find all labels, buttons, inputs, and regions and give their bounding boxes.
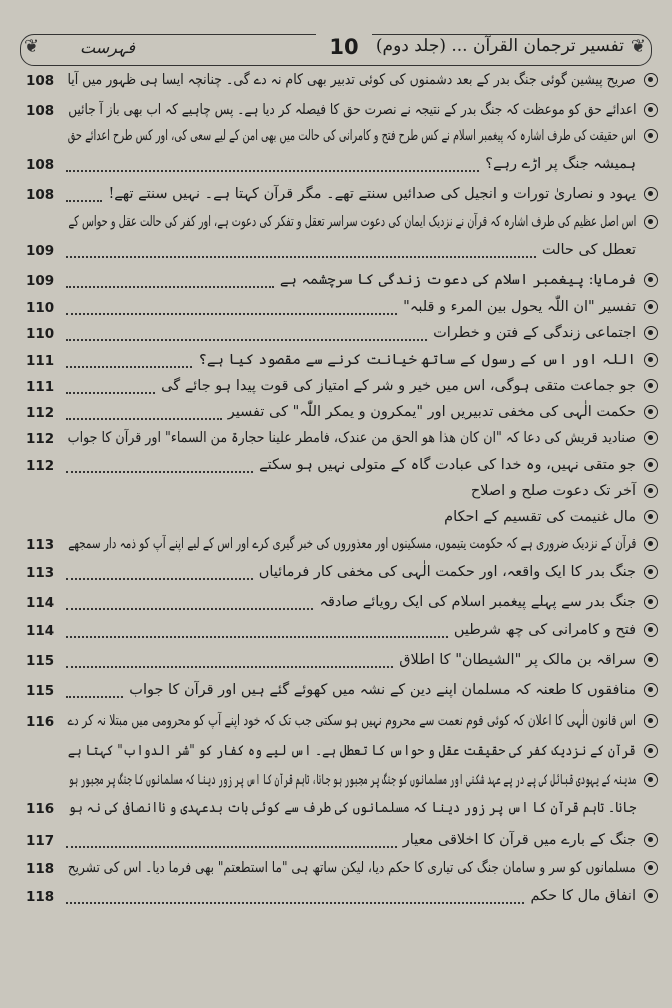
toc-page-number: 108	[26, 157, 55, 173]
toc-entry-title: منافقوں کا طعنہ کہ مسلمان اپنے دین کے نشہ میں کھوئے گئے ہیں اور قرآن کا جواب	[129, 682, 636, 698]
toc-entry[interactable]	[18, 507, 658, 533]
bullet-icon	[644, 187, 658, 201]
bullet-icon	[644, 458, 658, 472]
toc-entry[interactable]	[18, 402, 658, 428]
toc-entry-title: صریح پیشین گوئی جنگ بدر کے بعد دشمنوں کی کوئی تدبیر بھی کام نہ دے گی۔ چنانچہ ایسا ہی ظہور میں آیا	[67, 72, 636, 88]
toc-entry-title: اجتماعی زندگی کے فتن و خطرات	[433, 325, 636, 341]
toc-page-number: 111	[26, 379, 55, 395]
toc-entry[interactable]	[18, 770, 658, 817]
bullet-icon	[644, 273, 658, 287]
toc-entry-title: یہود و نصاریٰ تورات و انجیل کی صدائیں سنتے تھے۔ مگر قرآن کہتا ہے۔ نہیں سنتے تھے!	[108, 186, 636, 202]
dot-leader	[66, 392, 155, 394]
bullet-icon	[644, 405, 658, 419]
ornament-icon: ❦	[24, 36, 40, 57]
toc-entry-title: انفاق مال کا حکم	[530, 888, 636, 904]
toc-entry-title: مال غنیمت کی تقسیم کے احکام	[444, 509, 636, 525]
toc-entry[interactable]	[18, 620, 658, 646]
toc-entry[interactable]	[18, 534, 658, 560]
section-title: فہرست	[80, 38, 135, 57]
toc-page-number: 108	[26, 187, 55, 203]
toc-entry[interactable]	[18, 350, 658, 376]
bullet-icon	[644, 773, 658, 787]
toc-entry-title: مدینہ کے یہودی قبائل کی پے در پے عہد شکنی اور مسلمانوں کو جنگ پر مجبور ہو جانا، تاہم قرآن کا اس پر زور دینا کہ مسلمانوں کا جنگ پر مجبور ہو	[68, 772, 636, 788]
bullet-icon	[644, 833, 658, 847]
toc-entry-title: فرمایا: پیغمبر اسلام کی دعوت زندگی کا سرچشمہ ہے	[279, 272, 636, 288]
toc-entry-title: صنادید قریش کی دعا کہ "ان کان ھذا ھو الحق من عندک، فامطر علینا حجارۃ من السماء" اور قرآن کا جواب	[67, 430, 636, 446]
toc-page-number: 112	[26, 431, 55, 447]
dot-leader	[66, 666, 393, 668]
toc-entry-title: اللہ اور اس کے رسول کے ساتھ خیانت کرنے سے مقصود کیا ہے؟	[198, 352, 636, 368]
toc-page-number: 112	[26, 405, 55, 421]
bullet-icon	[644, 73, 658, 87]
dot-leader	[66, 313, 397, 315]
page-number: 10	[316, 30, 372, 64]
bullet-icon	[644, 431, 658, 445]
toc-page-number: 110	[26, 300, 55, 316]
toc-entry-title: جو جماعت متقی ہوگی، اس میں خیر و شر کے امتیاز کی قوت پیدا ہو جائے گی	[161, 378, 636, 394]
toc-entry-title: جو متقی نہیں، وہ خدا کی عبادت گاہ کے متولی نہیں ہو سکتے	[259, 457, 636, 473]
toc-page-number: 118	[26, 889, 55, 905]
bullet-icon	[644, 683, 658, 697]
bullet-icon	[644, 215, 658, 229]
bullet-icon	[644, 565, 658, 579]
bullet-icon	[644, 595, 658, 609]
toc-entry[interactable]	[18, 184, 658, 210]
dot-leader	[66, 418, 222, 420]
bullet-icon	[644, 744, 658, 758]
toc-entry[interactable]	[18, 711, 658, 737]
toc-entry[interactable]	[18, 741, 658, 767]
toc-entry-title: تفسیر "ان اللّٰہ یحول بین المرء و قلبہ"	[403, 299, 636, 315]
toc-page-number: 113	[26, 537, 55, 553]
toc-entry-title: فتح و کامرانی کی چھ شرطیں	[453, 622, 636, 638]
bullet-icon	[644, 653, 658, 667]
bullet-icon	[644, 103, 658, 117]
toc-entry-title: مسلمانوں کو سر و سامان جنگ کی تیاری کا حکم دیا، لیکن ساتھ ہی "ما استطعتم" بھی فرما دیا۔ اس کی تشریح	[68, 860, 636, 876]
bullet-icon	[644, 889, 658, 903]
toc-entry-title: قرآن کے نزدیک ضروری ہے کہ حکومت یتیموں، مسکینوں اور معذوروں کی خبر گیری کرے اور اس کے لیے اپنے آپ کو ذمہ دار سمجھے	[67, 536, 636, 552]
toc-page-number: 116	[26, 714, 55, 730]
dot-leader	[66, 170, 479, 172]
dot-leader	[66, 256, 536, 258]
toc-page-number: 114	[26, 623, 55, 639]
dot-leader	[66, 200, 102, 202]
toc-page-number: 116	[26, 801, 55, 817]
toc-entry[interactable]	[18, 562, 658, 588]
bullet-icon	[644, 623, 658, 637]
toc-entry-title: سراقہ بن مالک پر "الشیطان" کا اطلاق	[399, 652, 636, 668]
bullet-icon	[644, 353, 658, 367]
toc-entry-title: جنگ بدر کا ایک واقعہ، اور حکمت الٰہی کی مخفی کار فرمائیاں	[258, 564, 636, 580]
dot-leader	[66, 578, 253, 580]
toc-page-number: 117	[26, 833, 55, 849]
toc-entry[interactable]	[18, 376, 658, 402]
toc-page-number: 109	[26, 273, 55, 289]
toc-page-number: 113	[26, 565, 55, 581]
toc-page-number: 108	[26, 73, 55, 89]
toc-page-number: 110	[26, 326, 55, 342]
bullet-icon	[644, 537, 658, 551]
toc-entry[interactable]	[18, 858, 658, 884]
toc-entry[interactable]	[18, 592, 658, 618]
dot-leader	[66, 471, 253, 473]
dot-leader	[66, 366, 192, 368]
toc-page-number: 114	[26, 595, 55, 611]
toc-entry[interactable]	[18, 886, 658, 912]
book-title: تفسیر ترجمان القرآن ... (جلد دوم)	[375, 36, 624, 56]
toc-entry[interactable]	[18, 212, 658, 259]
dot-leader	[66, 902, 524, 904]
toc-page-number: 118	[26, 861, 55, 877]
toc-page-number: 112	[26, 458, 55, 474]
toc-entry-title: اس قانون الٰہی کا اعلان کہ کوئی قوم نعمت سے محروم نہیں ہو سکتی جب تک کہ خود اپنے آپ کو محرومی میں مبتلا نہ کر دے	[67, 713, 636, 729]
toc-entry[interactable]	[18, 481, 658, 507]
toc-entry[interactable]	[18, 126, 658, 173]
bullet-icon	[644, 379, 658, 393]
bullet-icon	[644, 326, 658, 340]
toc-entry-title: جنگ بدر سے پہلے پیغمبر اسلام کی ایک رویائے صادقہ	[319, 594, 636, 610]
toc-page-number: 109	[26, 243, 55, 259]
toc-entry[interactable]	[18, 428, 658, 454]
toc-entry[interactable]	[18, 297, 658, 323]
toc-entry-title: اس اصل عظیم کی طرف اشارہ کہ قرآن نے نزدیک ایمان کی دعوت سراسر تعقل و تفکر کی دعوت ہے، اور کفر کی حالت عقل و حواس کے	[68, 214, 636, 230]
toc-entry-title: جنگ کے بارے میں قرآن کا اخلاقی معیار	[402, 832, 636, 848]
dot-leader	[66, 696, 123, 698]
bullet-icon	[644, 861, 658, 875]
toc-page-number: 115	[26, 683, 55, 699]
dot-leader	[66, 846, 397, 848]
toc-entry[interactable]	[18, 455, 658, 481]
dot-leader	[66, 636, 448, 638]
dot-leader	[66, 286, 274, 288]
toc-entry[interactable]	[18, 70, 658, 96]
toc-page-number: 111	[26, 353, 55, 369]
toc-entry-continuation: جانا۔ تاہم قرآن کا اس پر زور دینا کہ مسلمانوں کی طرف سے کوئی بات بدعہدی و ناانصافی کی نہ ہو	[68, 800, 636, 816]
toc-page-number: 108	[26, 103, 55, 119]
dot-leader	[66, 608, 313, 610]
bullet-icon	[644, 129, 658, 143]
toc-entry-title: قرآن کے نزدیک کفر کی حقیقت عقل و حواس کا تعطل ہے۔ اس لیے وہ کفار کو "شر الدواب" کہتا ہے	[68, 743, 636, 759]
toc-entry-title: اس حقیقت کی طرف اشارہ کہ پیغمبر اسلام نے کس طرح فتح و کامرانی کی حالت میں بھی امن کے لیے سعی کی، اور کس طرح اعدائے حق	[67, 128, 636, 144]
dot-leader	[66, 339, 427, 341]
toc-entry-continuation: تعطل کی حالت	[541, 242, 636, 258]
bullet-icon	[644, 714, 658, 728]
toc-entry-title: حکمت الٰہی کی مخفی تدبیریں اور "یمکرون و یمکر اللّٰہ" کی تفسیر	[227, 404, 636, 420]
toc-entry[interactable]	[18, 830, 658, 856]
toc-entry-title: آخر تک دعوت صلح و اصلاح	[470, 483, 636, 499]
toc-entry-title: اعدائے حق کو موعظت کہ جنگ بدر کے نتیجہ نے نصرت حق کا فیصلہ کر دیا ہے۔ پس چاہیے کہ اب بھی باز آ جائیں	[67, 102, 636, 118]
toc-entry[interactable]	[18, 100, 658, 126]
toc-entry[interactable]	[18, 680, 658, 706]
toc-entry-continuation: ہمیشہ جنگ پر اڑے رہے؟	[485, 156, 636, 172]
toc-entry[interactable]	[18, 323, 658, 349]
toc-entry[interactable]	[18, 650, 658, 676]
toc-entry[interactable]	[18, 270, 658, 296]
ornament-icon: ❦	[630, 36, 646, 57]
toc-page-number: 115	[26, 653, 55, 669]
bullet-icon	[644, 510, 658, 524]
bullet-icon	[644, 484, 658, 498]
bullet-icon	[644, 300, 658, 314]
